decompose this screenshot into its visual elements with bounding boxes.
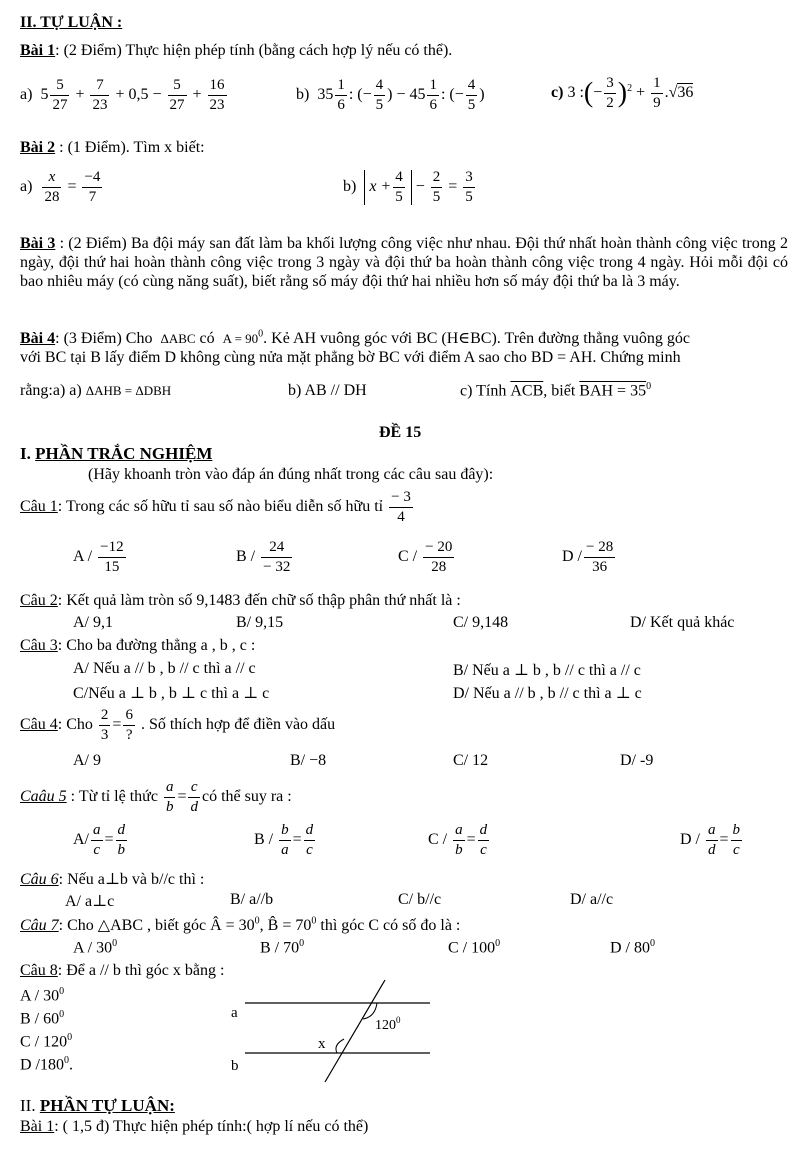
part2-heading: II. TỰ LUẬN : (20, 14, 123, 31)
q2-option-b[interactable]: B/ 9,15 (236, 614, 284, 631)
q8-option-a[interactable]: A / $30^0$ (20, 986, 65, 1005)
q2-option-c[interactable]: C/ 9,148 (453, 614, 509, 631)
q4-option-c[interactable]: C/ 12 (453, 752, 489, 769)
problem1-a: a) 5 $\frac{5}{27}$ + $\frac{7}{23}$ + 0,5 − $\frac{5}{27}$ + $\frac{16}{23}$ (20, 77, 225, 113)
q7-option-c[interactable]: C / $100^0$ (448, 938, 501, 957)
problem4-c: c) Tính $\overline{ACB}$, biết BAH = $35^0$ (460, 381, 652, 400)
problem2-a: a) $\frac{x}{28}$ = $\frac{-4}{7}$ (20, 169, 101, 205)
q5-option-c[interactable]: C / $\frac{a}{b}$ = $\frac{d}{c}$ (428, 822, 488, 858)
question3: Câu 3: Cho ba đường thẳng a , b , c : (20, 637, 256, 654)
problem2-header: Bài 2 : (1 Điểm). Tìm x biết: (20, 139, 205, 156)
q1-option-a[interactable]: A / $\frac{-12}{15}$ (73, 539, 124, 575)
q6-option-a[interactable]: A/ a⊥c (65, 893, 115, 910)
q6-option-c[interactable]: C/ b//c (398, 891, 442, 908)
problem1-b: b) 35 $\frac{1}{6}$ : (− $\frac{4}{5}$ ) − 45 $\frac{1}{6}$ : (− $\frac{4}{5}$ ) (296, 77, 485, 113)
q4-option-b[interactable]: B/ −8 (290, 752, 327, 769)
q6-option-d[interactable]: D/ a//c (570, 891, 614, 908)
q8-option-b[interactable]: B / $60^0$ (20, 1009, 65, 1028)
q7-option-d[interactable]: D / $80^0$ (610, 938, 655, 957)
exam-title: ĐỀ 15 (379, 424, 422, 441)
problem1-header: Bài 1: (2 Điểm) Thực hiện phép tính (bằng cách hợp lý nếu có thể). (20, 42, 453, 59)
label-a: a (231, 1005, 238, 1021)
question1: Câu 1: Trong các số hữu tỉ sau số nào biểu diễn số hữu tỉ $\frac{- 3}{4}$ (20, 489, 411, 525)
q8-figure (225, 975, 440, 1085)
problem3: Bài 3 : (2 Điểm) Ba đội máy san đất làm ba khối lượng công việc như nhau. Đội thứ nhất hoàn thành công việc trong 2 ngày, đội thứ hai hoàn thành công việc trong 3 ngày và đội thứ ba hoàn thành công việc trong 4 ngày. Hỏi mỗi đội có bao nhiêu máy (có cùng năng suất), biết rằng số máy đội thứ hai nhiều hơn số máy đội thứ ba là 3 máy. (20, 235, 788, 290)
question7: Câu 7: Cho △ABC , biết góc Â = $30^0$, B̂ = $70^0$ thì góc C có số đo là : (20, 915, 461, 934)
problem2-b: b) x + $\frac{4}{5}$ − $\frac{2}{5}$ = $\frac{3}{5}$ (343, 169, 473, 205)
q1-option-b[interactable]: B / $\frac{24}{- 32}$ (236, 539, 291, 575)
q4-option-a[interactable]: A/ 9 (73, 752, 101, 769)
angle-120-label: $120^0$ (375, 1015, 401, 1033)
question6: Câu 6: Nếu a⊥b và b//c thì : (20, 871, 205, 888)
q3-option-d[interactable]: D/ Nếu a // b , b // c thì a ⊥ c (453, 685, 642, 702)
question2: Câu 2: Kết quả làm tròn số 9,1483 đến chữ số thập phân thứ nhất là : (20, 592, 461, 609)
q1-option-d[interactable]: D / $\frac{- 28}{36}$ (562, 539, 614, 575)
q1-option-c[interactable]: C / $\frac{- 20}{28}$ (398, 539, 453, 575)
q5-option-b[interactable]: B / $\frac{b}{a}$ = $\frac{d}{c}$ (254, 822, 314, 858)
question8: Câu 8: Để a // b thì góc x bằng : (20, 962, 225, 979)
q3-option-a[interactable]: A/ Nếu a // b , b // c thì a // c (73, 660, 256, 677)
part2-final-heading: II. PHẦN TỰ LUẬN: (20, 1096, 175, 1115)
q3-option-b[interactable]: B/ Nếu a ⊥ b , b // c thì a // c (453, 662, 641, 679)
q8-option-c[interactable]: C / $120^0$ (20, 1032, 73, 1051)
problem4-line2: với BC tại B lấy điểm D không cùng nửa mặt phẳng bờ BC với điểm A sao cho BD = AH. Chứng minh (20, 349, 681, 366)
part2-problem1: Bài 1: ( 1,5 đ) Thực hiện phép tính:( hợp lí nếu có thể) (20, 1118, 369, 1135)
q2-option-d[interactable]: D/ Kết quả khác (630, 614, 735, 631)
q4-option-d[interactable]: D/ -9 (620, 752, 654, 769)
label-b: b (231, 1058, 239, 1074)
question5: Caâu 5 : Từ tỉ lệ thức $\frac{a}{b}$ = $\frac{c}{d}$ có thể suy ra : (20, 779, 292, 815)
question4: Câu 4: Cho $\frac{2}{3}$ = 6 ? . Số thích hợp để điền vào dấu (20, 707, 336, 743)
part1-instructions: (Hãy khoanh tròn vào đáp án đúng nhất trong các câu sau đây): (88, 466, 494, 483)
problem1-c: c) 3 :(− $\frac{3}{2}$ )$^2$ + $\frac{1}{9}$ .√36 (551, 75, 694, 111)
q7-option-b[interactable]: B / $70^0$ (260, 938, 305, 957)
q8-option-d[interactable]: D $/180^0$. (20, 1055, 73, 1074)
q3-option-c[interactable]: C/Nếu a ⊥ b , b ⊥ c thì a ⊥ c (73, 685, 270, 702)
angle-x-label: x (318, 1036, 326, 1052)
problem4-b: b) AB // DH (288, 382, 367, 399)
q5-option-d[interactable]: D / $\frac{a}{d}$ = $\frac{b}{c}$ (680, 822, 741, 858)
problem4-a: rằng:a) a) ΔAHB = ΔDBH (20, 382, 172, 399)
q2-option-a[interactable]: A/ 9,1 (73, 614, 113, 631)
q6-option-b[interactable]: B/ a//b (230, 891, 274, 908)
part1-heading: I. PHẦN TRẮC NGHIỆM (20, 444, 213, 463)
q5-option-a[interactable]: A/ $\frac{a}{c}$ = $\frac{d}{b}$ (73, 822, 126, 858)
problem4-line1: Bài 4: (3 Điểm) Cho ΔABC có $A = 90^0$. Kẻ AH vuông góc với BC (H∈BC). Trên đường thẳng vuông góc (20, 328, 690, 347)
q7-option-a[interactable]: A / $30^0$ (73, 938, 118, 957)
